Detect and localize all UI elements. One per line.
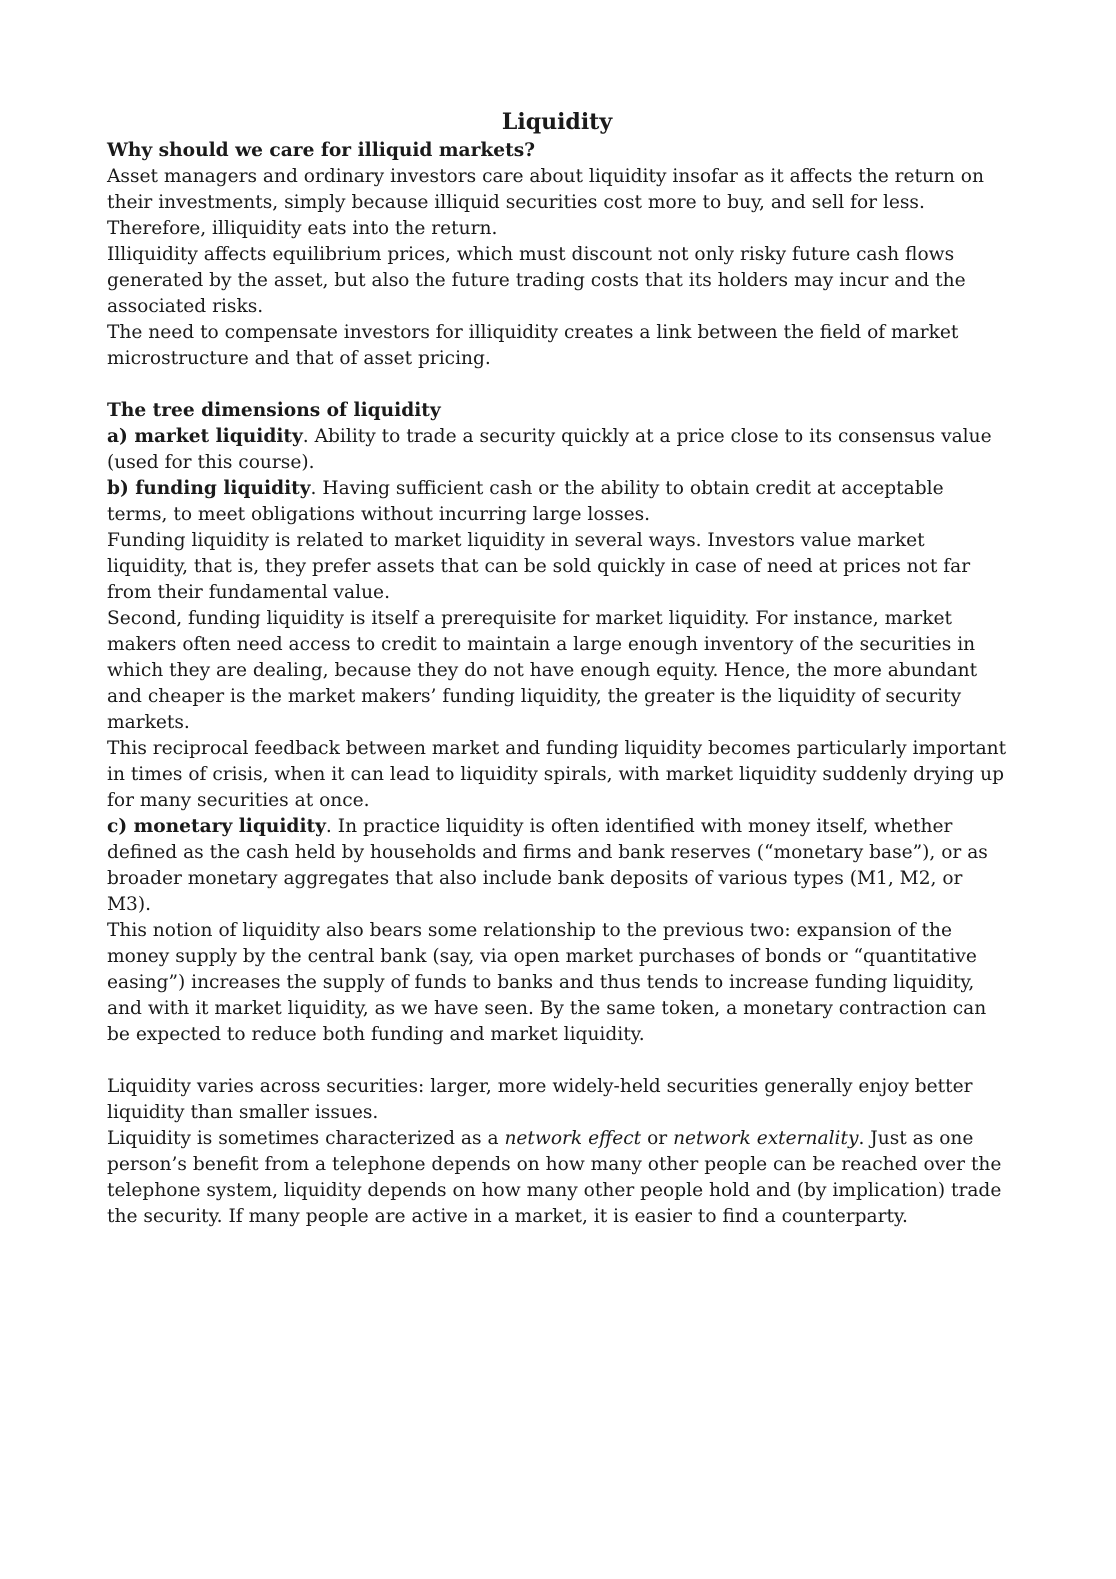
paragraph-funding-liquidity <box>107 476 1007 528</box>
paragraph: Asset managers and ordinary investors care about liquidity insofar as it affects the return on their investments, simply because illiquid securities cost more to buy, and sell for less. <box>107 166 984 213</box>
section-heading-dimensions: The tree dimensions of liquidity <box>107 400 441 421</box>
text-span: or <box>641 1128 674 1149</box>
paragraph: This reciprocal feedback between market and funding liquidity becomes particularly important in times of crisis, when it can lead to liquidity spirals, with market liquidity suddenly drying up for many securities at once. <box>107 738 1007 811</box>
paragraph-market-liquidity <box>107 424 1007 476</box>
paragraph: This notion of liquidity also bears some relationship to the previous two: expansion of the money supply by the central bank (say, via open market purchases of bonds or “quantitative easing”) increases the supply of funds to banks and thus tends to increase funding liquidity, and with it market liquidity, as we have seen. By the same token, a monetary contraction can be expected to reduce both funding and market liquidity. <box>107 920 987 1045</box>
definition-text: . Ability to trade a security quickly at a price close to its consensus value (used for this course). <box>107 426 992 473</box>
paragraph: Therefore, illiquidity eats into the return. <box>107 218 498 239</box>
term-market-liquidity: a) market liquidity <box>107 426 303 447</box>
text-span: Liquidity is sometimes characterized as a <box>107 1128 505 1149</box>
spacer <box>107 372 1007 398</box>
section-heading-illiquid-markets: Why should we care for illiquid markets? <box>107 140 536 161</box>
term-funding-liquidity: b) funding liquidity <box>107 478 311 499</box>
definition-text: . In practice liquidity is often identified with money itself, whether defined as the cash held by households and firms and bank reserves (“monetary base”), or as broader monetary aggregates that also include bank deposits of various types (M1, M2, or M3). <box>107 816 988 915</box>
paragraph-network-effect <box>107 1126 1007 1230</box>
term-network-externality: network externality <box>673 1128 859 1149</box>
paragraph: Liquidity varies across securities: larger, more widely-held securities generally enjoy better liquidity than smaller issues. <box>107 1076 973 1123</box>
paragraph: Funding liquidity is related to market liquidity in several ways. Investors value market liquidity, that is, they prefer assets that can be sold quickly in case of need at prices not far from their fundamental value. <box>107 530 971 603</box>
document-page <box>107 108 1007 1230</box>
page-title: Liquidity <box>501 109 613 135</box>
paragraph: Illiquidity affects equilibrium prices, which must discount not only risky future cash flows generated by the asset, but also the future trading costs that its holders may incur and the associated risks. <box>107 244 966 317</box>
term-network-effect: network effect <box>504 1128 642 1149</box>
spacer <box>107 1048 1007 1074</box>
term-monetary-liquidity: c) monetary liquidity <box>107 816 326 837</box>
definition-text: . Having sufficient cash or the ability to obtain credit at acceptable terms, to meet obligations without incurring large losses. <box>107 478 944 525</box>
paragraph: Second, funding liquidity is itself a prerequisite for market liquidity. For instance, market makers often need access to credit to maintain a large enough inventory of the securities in which they are dealing, because they do not have enough equity. Hence, the more abundant and cheaper is the market makers’ funding liquidity, the greater is the liquidity of security markets. <box>107 608 978 733</box>
paragraph-monetary-liquidity <box>107 814 1007 918</box>
paragraph: The need to compensate investors for illiquidity creates a link between the field of market microstructure and that of asset pricing. <box>107 322 959 369</box>
text-span: . Just as one person’s benefit from a telephone depends on how many other people can be reached over the telephone system, liquidity depends on how many other people hold and (by implication) trade the security. If many people are active in a market, it is easier to find a counterparty. <box>107 1128 1002 1227</box>
